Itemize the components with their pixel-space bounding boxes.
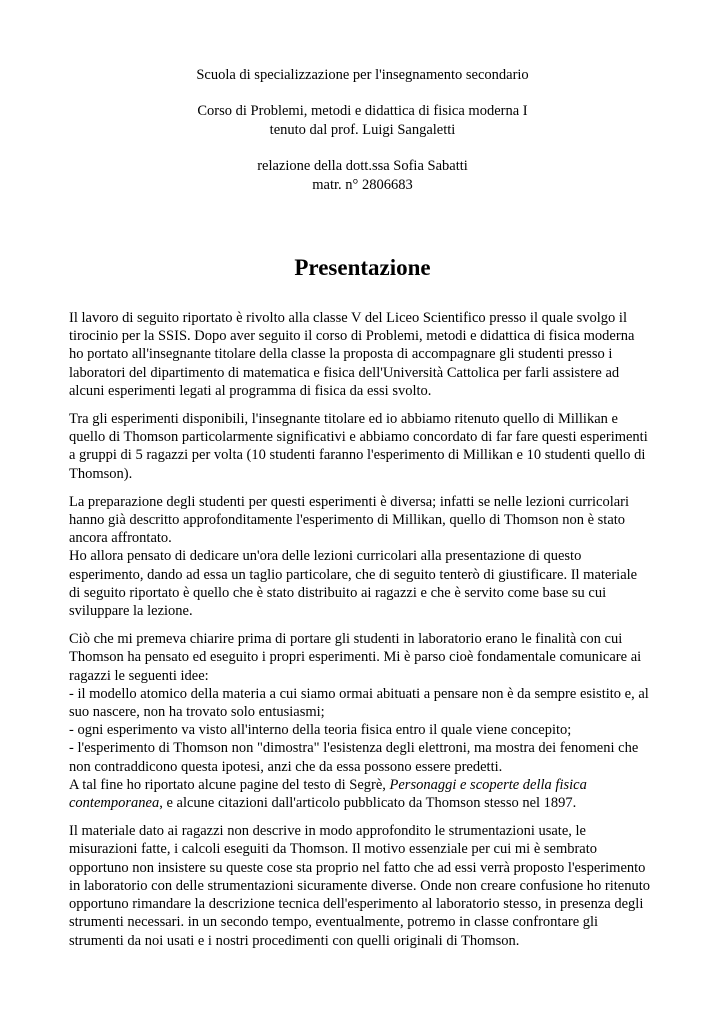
paragraph-line: Ho allora pensato di dedicare un'ora delle lezioni curricolari alla presentazione di questo bbox=[69, 548, 582, 565]
report-block bbox=[0, 157, 725, 195]
paragraph-line: strumenti da noi usati e i nostri procedimenti con quelli originali di Thomson. bbox=[69, 932, 520, 949]
paragraph-line: non contraddicono questa ipotesi, anzi che da essa possono essere predetti. bbox=[69, 758, 503, 775]
paragraph-line: ragazzi le seguenti idee: bbox=[69, 667, 209, 684]
paragraph-line: strumenti necessari. in un secondo tempo, eventualmente, potremo in classe confrontare gli bbox=[69, 914, 599, 931]
paragraph-line: alcuni esperimenti legati al programma di fisica da essi svolto. bbox=[69, 382, 432, 399]
paragraph-line: Ciò che mi premeva chiarire prima di portare gli studenti in laboratorio erano le finalità con cui bbox=[69, 631, 623, 648]
paragraph-line: Thomson). bbox=[69, 465, 133, 482]
paragraph-line: hanno già descritto approfonditamente l'esperimento di Millikan, quello di Thomson non è stato bbox=[69, 512, 626, 529]
paragraph-line: opportuno rimandare la descrizione tecnica dell'esperimento al laboratorio stesso, in presenza degli bbox=[69, 896, 644, 913]
document-header bbox=[0, 66, 725, 212]
book-title: Personaggi e scoperte della fisica bbox=[389, 776, 587, 793]
paragraph-line: a gruppi di 5 ragazzi per volta (10 studenti faranno l'esperimento di Millikan e 10 studenti quello di bbox=[69, 447, 646, 464]
paragraph-line: Thomson ha pensato ed eseguito i propri esperimenti. Mi è parso cioè fondamentale comunicare ai bbox=[69, 649, 642, 666]
page-title: Presentazione bbox=[294, 255, 431, 280]
citation-line bbox=[69, 776, 669, 794]
student-number: matr. n° 2806683 bbox=[312, 177, 413, 193]
paragraph-line: sviluppare la lezione. bbox=[69, 603, 193, 620]
paragraph-line: laboratori del dipartimento di matematica e fisica dell'Università Cattolica per farli assistere ad bbox=[69, 364, 620, 381]
paragraph-line: - l'esperimento di Thomson non "dimostra" l'esistenza degli elettroni, ma mostra dei fenomeni che bbox=[69, 740, 639, 757]
paragraph-2 bbox=[69, 410, 669, 483]
paragraph-line: ancora affrontato. bbox=[69, 530, 172, 547]
paragraph-line: di seguito riportato è quello che è stato distribuito ai ragazzi e che è servito come base su cui bbox=[69, 584, 607, 601]
paragraph-line: La preparazione degli studenti per questi esperimenti è diversa; infatti se nelle lezioni curricolari bbox=[69, 493, 630, 510]
paragraph-line: suo nascere, non ha trovato solo entusiasmi; bbox=[69, 704, 325, 721]
book-title: contemporanea bbox=[69, 795, 160, 812]
paragraph-line: - ogni esperimento va visto all'interno della teoria fisica entro il quale viene concepito; bbox=[69, 722, 572, 739]
paragraph-line: - il modello atomico della materia a cui siamo ormai abituati a pensare non è da sempre esistito e, al bbox=[69, 685, 649, 702]
paragraph-line: Il materiale dato ai ragazzi non descrive in modo approfondito le strumentazioni usate, le bbox=[69, 823, 586, 840]
citation-line bbox=[69, 794, 669, 812]
course-teacher: tenuto dal prof. Luigi Sangaletti bbox=[269, 122, 456, 138]
school-block bbox=[0, 66, 725, 85]
paragraph-line: quello di Thomson particolarmente significativi e abbiamo concordato di far fare questi esperimenti bbox=[69, 429, 648, 446]
paragraph-4 bbox=[69, 630, 669, 812]
school-name: Scuola di specializzazione per l'insegnamento secondario bbox=[196, 67, 529, 83]
paragraph-line: Tra gli esperimenti disponibili, l'insegnante titolare ed io abbiamo ritenuto quello di Millikan e bbox=[69, 411, 618, 428]
paragraph-line: ho portato all'insegnante titolare della classe la proposta di accompagnare gli studenti presso i bbox=[69, 346, 613, 363]
citation-text: , e alcune citazioni dall'articolo pubblicato da Thomson stesso nel 1897. bbox=[159, 795, 577, 812]
paragraph-3 bbox=[69, 493, 669, 620]
paragraph-line: tirocinio per la SSIS. Dopo aver seguito il corso di Problemi, metodi e didattica di fisica moderna bbox=[69, 328, 635, 345]
paragraph-5 bbox=[69, 822, 669, 949]
paragraph-line: misurazioni fatte, i calcoli eseguiti da Thomson. Il motivo essenziale per cui mi è sembrato bbox=[69, 841, 598, 858]
paragraph-line: Il lavoro di seguito riportato è rivolto alla classe V del Liceo Scientifico presso il quale svolgo il bbox=[69, 310, 627, 326]
citation-text: A tal fine ho riportato alcune pagine del testo di Segrè, bbox=[69, 776, 390, 793]
report-author: relazione della dott.ssa Sofia Sabatti bbox=[257, 158, 468, 174]
paragraph-line: opportuno non insistere su queste cose sta proprio nel fatto che ad essi verrà proposto l'esperimento bbox=[69, 859, 646, 876]
paragraph-1 bbox=[69, 309, 669, 400]
paragraph-line: in laboratorio con delle strumentazioni sicuramente diverse. Onde non creare confusione ho ritenuto bbox=[69, 877, 651, 894]
paragraph-line: esperimento, dando ad essa un taglio particolare, che di seguito tenterò di giustificare. Il materiale bbox=[69, 566, 638, 583]
course-block bbox=[0, 102, 725, 140]
body-text bbox=[69, 309, 669, 960]
course-name: Corso di Problemi, metodi e didattica di fisica moderna I bbox=[197, 103, 528, 119]
